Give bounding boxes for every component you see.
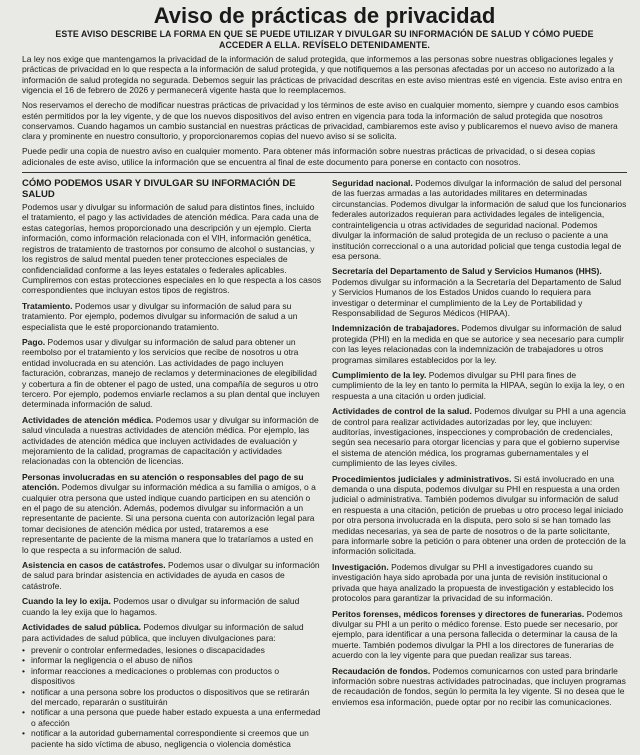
item-heading: Indemnización de trabajadores. — [332, 323, 460, 334]
right-column — [332, 178, 627, 749]
item-text: Podemos divulgar su PHI para fines de cumplimiento de la ley en tanto lo permita la HIPAA, según lo exija la ley, o en respuesta a una citación u orden judicial. — [332, 369, 625, 401]
item-text: Podemos comunicarnos con usted para brindarle información sobre nuestras actividades patrocinadas, que incluyen programas de recaudación de fondos, según lo permita la ley vigente. Si no desea que le enviemos esa información, puede optar por no recibir las comunicaciones. — [332, 665, 626, 707]
intro-paragraph: Puede pedir una copia de nuestro aviso en cualquier momento. Para obtener más información sobre nuestras prácticas de privacidad, o si desea copias adicionales de este aviso, utilice la información que se encuentra al final de este documento para ponerse en contacto con nosotros. — [22, 146, 596, 167]
item-involved-persons — [22, 472, 322, 555]
item-fundraising — [332, 666, 627, 708]
item-required-by-law — [22, 596, 322, 617]
item-heading: Personas involucradas en su atención o responsables del pago de su atención. — [22, 471, 304, 493]
item-text: Podemos divulgar su información de salud para actividades de salud pública, que incluyen divulgaciones para: — [22, 622, 304, 643]
item-healthcare-operations — [22, 415, 322, 467]
item-hhs — [332, 266, 627, 318]
item-heading: Actividades de atención médica. — [22, 414, 154, 425]
item-text: Podemos usar y divulgar su información de salud para obtener un reembolso por el tratamiento y los servicios que recibe de nosotros u otra entidad involucrada en su atención. Las actividades de pago incluyen facturación, cobranzas, manejo de reclamos y determinaciones de elegibilidad y cobertura a fin de obtener el pago de usted, una compañía de seguros u otro tercero. Por ejemplo, podemos enviarle reclamos a su plan dental que incluyen determinada información de salud. — [22, 336, 320, 410]
intro-paragraph: La ley nos exige que mantengamos la privacidad de la información de salud protegida, que informemos a las personas sobre nuestras obligaciones legales y prácticas de privacidad en lo que respecta a la información de salud protegida, y que notifiquemos a las personas afectadas por un acceso no autorizado a la información de salud protegida no segurada. Debemos seguir las prácticas de privacidad descritas en este aviso mientras esté en vigencia. Este aviso entra en vigencia el 16 de febrero de 2026 y permanecerá vigente hasta que lo reemplacemos. — [22, 54, 623, 96]
list-item: • notificar a la autoridad gubernamental correspondiente si creemos que un paciente ha sido víctima de abuso, negligencia o violencia doméstica — [22, 728, 322, 749]
item-text: Podemos usar o divulgar su información de salud cuando la ley exija que lo hagamos. — [22, 596, 300, 617]
item-heading: Actividades de salud pública. — [22, 622, 142, 633]
item-text: Podemos divulgar la información de salud del personal de las fuerzas armadas a las autoridades militares en determinadas circunstancias. Podemos divulgar la información de salud que los funcionarios federales autorizados requieran para actividades legales de inteligencia, contrainteligencia u otras actividades de seguridad nacional. Podemos divulgar la información de salud protegida de un recluso o paciente a una institución correccional o a una autoridad policial que tenga custodia legal de esa persona. — [332, 178, 627, 261]
item-heading: Tratamiento. — [22, 300, 73, 311]
page-title: Aviso de prácticas de privacidad — [153, 3, 496, 28]
item-heading: Cumplimiento de la ley. — [332, 369, 427, 380]
list-item: • notificar a una persona sobre los productos o dispositivos que se retirarán del mercado, repararán o sustituirán — [22, 687, 322, 708]
item-text: Podemos usar y divulgar su información de salud vinculada a nuestras actividades de atención médica. Por ejemplo, las actividades de atención médica que incluyen actividades de evaluación y mejoramiento de la calidad, programas de capacitación y actividades relacionadas con la obtención de licencias. — [22, 414, 319, 467]
item-heading: Investigación. — [332, 561, 389, 572]
item-public-health — [22, 622, 322, 643]
item-national-security — [332, 178, 627, 261]
item-text: Si está involucrado en una demanda o una disputa, podemos divulgar su PHI en respuesta a una orden judicial o administrativa. También podemos divulgar su información de salud en respuesta a una citación, petición de pruebas u otro proceso legal iniciado por otra persona involucrada en la disputa, pero solo si se han tomado las medidas necesarias, ya sea de parte de nosotros o de la parte solicitante, para informarle sobre la petición o para obtener una orden de protección de la información solicitada. — [332, 473, 626, 557]
page-subtitle: ESTE AVISO DESCRIBE LA FORMA EN QUE SE PUEDE UTILIZAR Y DIVULGAR SU INFORMACIÓN DE SALUD Y CÓMO PUEDE ACCEDER A ELLA. REVÍSELO DETENIDAMENTE. — [55, 29, 594, 50]
two-column-body — [22, 178, 627, 749]
item-payment — [22, 337, 322, 410]
item-law-enforcement — [332, 370, 627, 401]
divider — [22, 172, 627, 173]
item-workers-compensation — [332, 323, 627, 365]
item-heading: Asistencia en casos de catástrofes. — [22, 560, 166, 571]
list-item: • informar la negligencia o el abuso de niños — [22, 655, 322, 665]
item-text: Podemos divulgar su información de salud protegida (PHI) en la medida en que se autorice y sea necesario para cumplir con las leyes relacionadas con la indemnización de trabajadores u otros programas similares establecidos por la ley. — [332, 323, 624, 365]
item-text: Podemos divulgar su PHI a una agencia de control para realizar actividades autorizadas por ley, que incluyen: auditorías, investigaciones, inspecciones y comprobación de credenciales, según sea necesario para otorgar licencias y para que el gobierno supervise el sistema de atención médica, los programas gubernamentales y el cumplimiento de las leyes civiles. — [332, 406, 626, 469]
item-heading: Seguridad nacional. — [332, 178, 413, 189]
item-judicial-proceedings — [332, 474, 627, 557]
item-text: Podemos usar y divulgar su información de salud para su tratamiento. Por ejemplo, podemos divulgar su información de salud a un especialista que le esté proporcionando tratamiento. — [22, 300, 298, 332]
item-text: Podemos divulgar su PHI a un perito o médico forense. Esto puede ser necesario, por ejemplo, para identificar a una persona fallecida o determinar la causa de la muerte. También podemos divulgar la PHI a los directores de funerarias de acuerdo con la ley vigente para que puedan realizar sus tareas. — [332, 608, 623, 661]
item-heading: Recaudación de fondos. — [332, 665, 431, 676]
item-heading: Actividades de control de la salud. — [332, 406, 472, 417]
item-heading: Secretaría del Departamento de Salud y Servicios Humanos (HHS). — [332, 266, 602, 277]
item-coroners — [332, 609, 627, 661]
item-treatment — [22, 301, 322, 332]
item-heading: Procedimientos judiciales y administrativos. — [332, 473, 512, 484]
list-item: • prevenir o controlar enfermedades, lesiones o discapacidades — [22, 645, 322, 655]
list-item: • notificar a una persona que puede haber estado expuesta a una enfermedad o afección — [22, 707, 322, 728]
intro-paragraph: Nos reservamos el derecho de modificar nuestras prácticas de privacidad y los términos de este aviso en cualquier momento, siempre y cuando esos cambios estén permitidos por la ley vigente, y de que los nuevos dispositivos del aviso entren en vigencia para toda la información de salud protegida que nosotros conservamos. Cuando hagamos un cambio sustancial en nuestras prácticas de privacidad, cambiaremos este aviso y publicaremos el nuevo aviso de manera clara y prominente en nuestro consultorio, y proporcionaremos copias del nuevo aviso si se solicita. — [22, 100, 619, 142]
left-intro: Podemos usar y divulgar su información de salud para distintos fines, incluido el tratamiento, el pago y las actividades de atención médica. Para cada una de estas categorías, hemos proporcionado una descripción y un ejemplo. Cierta información, como información relacionada con el VIH, información genética, registros de tratamiento de trastornos por consumo de alcohol o sustancias, y los registros de salud mental pueden tener protecciones especiales de confidencialidad conforme a las leyes estatales o federales aplicables. Cumpliremos con estas protecciones especiales en lo que respecta a los casos correspondientes que incluyan estos tipos de registros. — [22, 202, 322, 296]
list-item: • informar reacciones a medicaciones o problemas con productos o dispositivos — [22, 666, 322, 687]
item-text: Podemos divulgar su información a la Secretaría del Departamento de Salud y Servicios Humanos de los Estados Unidos cuando lo requiera para investigar o determinar el cumplimiento de la Ley de Portabilidad y Responsabilidad de Seguros Médicos (HIPAA). — [332, 276, 622, 318]
item-heading: Pago. — [22, 336, 46, 347]
item-text: Podemos divulgar su información médica a su familia o amigos, o a cualquier otra persona que usted indique cuando participen en su atención o en el pago de su atención. Además, podemos divulgar su información a un representante de paciente. Si una persona cuenta con autorización legal para tomar decisiones de atención médica por usted, trataremos a ese representante de paciente de la misma manera que lo trataríamos a usted en lo que respecta a su información de salud. — [22, 482, 316, 555]
public-health-list — [22, 645, 322, 749]
item-heading: Cuando la ley lo exija. — [22, 596, 111, 607]
item-text: Podemos usar o divulgar su información de salud para brindar asistencia en actividades de ayuda en casos de catástrofe. — [22, 560, 320, 591]
left-column — [22, 178, 322, 749]
item-disaster-relief — [22, 560, 322, 591]
item-heading: Peritos forenses, médicos forenses y directores de funerarias. — [332, 608, 585, 619]
item-health-oversight — [332, 406, 627, 468]
item-research — [332, 562, 627, 604]
item-text: Podemos divulgar su PHI a investigadores cuando su investigación haya sido aprobada por una junta de revisión institucional o privada que haya analizado la propuesta de investigación y establecido los protocolos para garantizar la privacidad de su información. — [332, 561, 614, 604]
intro-section — [22, 54, 627, 167]
section-title: CÓMO PODEMOS USAR Y DIVULGAR SU INFORMACIÓN DE SALUD — [22, 178, 296, 201]
